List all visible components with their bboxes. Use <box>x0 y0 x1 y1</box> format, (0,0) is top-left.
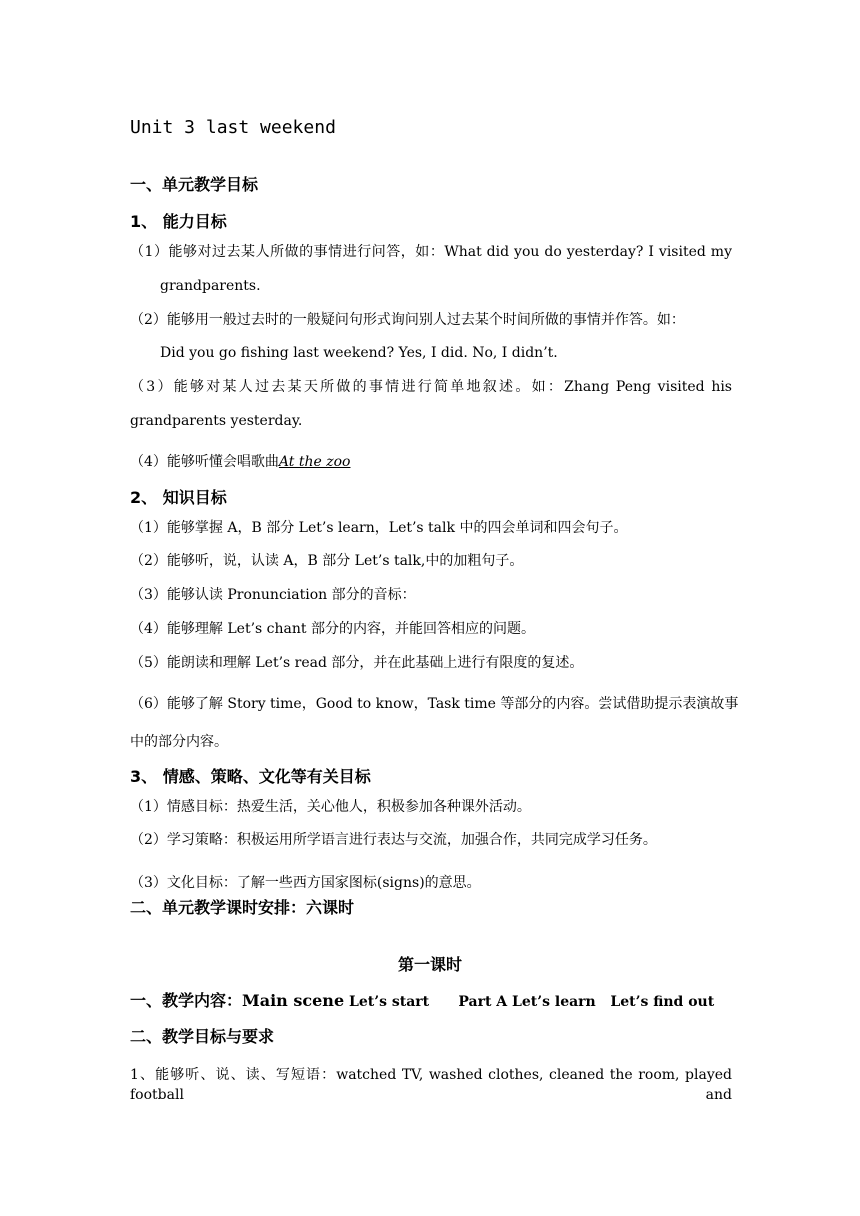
knowledge-item-4: （4）能够理解 Let’s chant 部分的内容，并能回答相应的问题。 <box>130 621 535 637</box>
content-parts: Let’s start Part A Let’s learn Let’s find out <box>349 994 715 1010</box>
affect-item-2: （2）学习策略：积极运用所学语言进行表达与交流，加强合作，共同完成学习任务。 <box>130 832 657 848</box>
knowledge-item-2: （2）能够听，说，认读 A，B 部分 Let’s talk,中的加粗句子。 <box>130 553 524 569</box>
unit-title: Unit 3 last weekend <box>130 117 336 138</box>
affect-goals-heading: 3、 情感、策略、文化等有关目标 <box>130 767 371 786</box>
lesson1-content-line <box>130 990 714 1013</box>
song-title: At the zoo <box>278 454 351 470</box>
ability-item-1-cont: grandparents. <box>160 278 261 294</box>
ability-item-2-cont: Did you go fishing last weekend? Yes, I did. No, I didn’t. <box>160 345 558 361</box>
lesson1-goal-1: 1、能够听、说、读、写短语：watched TV, washed clothes, cleaned the room, played football and <box>130 1067 732 1103</box>
content-label: 一、教学内容： <box>130 991 243 1010</box>
content-main-scene: Main scene <box>242 991 345 1010</box>
affect-item-3: （3）文化目标：了解一些西方国家图标(signs)的意思。 <box>130 875 481 891</box>
knowledge-item-1: （1）能够掌握 A，B 部分 Let’s learn，Let’s talk 中的四会单词和四会句子。 <box>130 520 628 536</box>
ability-item-4-text: （4）能够听懂会唱歌曲 <box>130 454 279 470</box>
ability-goals-heading: 1、 能力目标 <box>130 212 227 231</box>
knowledge-goals-heading: 2、 知识目标 <box>130 488 227 507</box>
lesson1-goals-heading: 二、教学目标与要求 <box>130 1027 275 1046</box>
section2-heading: 二、单元教学课时安排：六课时 <box>130 898 355 917</box>
ability-item-2: （2）能够用一般过去时的一般疑问句形式询问别人过去某个时间所做的事情并作答。如： <box>130 312 685 328</box>
section1-heading: 一、单元教学目标 <box>130 175 259 194</box>
lesson1-heading: 第一课时 <box>397 955 462 974</box>
ability-item-3-cont: grandparents yesterday. <box>130 413 303 429</box>
affect-item-1: （1）情感目标：热爱生活，关心他人，积极参加各种课外活动。 <box>130 799 531 815</box>
knowledge-item-6: （6）能够了解 Story time，Good to know，Task time 等部分的内容。尝试借助提示表演故事 <box>130 696 739 712</box>
knowledge-item-3: （3）能够认读 Pronunciation 部分的音标： <box>130 587 416 603</box>
knowledge-item-5: （5）能朗读和理解 Let’s read 部分，并在此基础上进行有限度的复述。 <box>130 655 584 671</box>
ability-item-1: （1）能够对过去某人所做的事情进行问答，如：What did you do yesterday? I visited my <box>130 244 732 260</box>
ability-item-3: （3）能够对某人过去某天所做的事情进行简单地叙述。如：Zhang Peng visited his <box>130 379 732 395</box>
ability-item-4 <box>130 452 350 472</box>
knowledge-item-6-cont: 中的部分内容。 <box>130 734 228 750</box>
